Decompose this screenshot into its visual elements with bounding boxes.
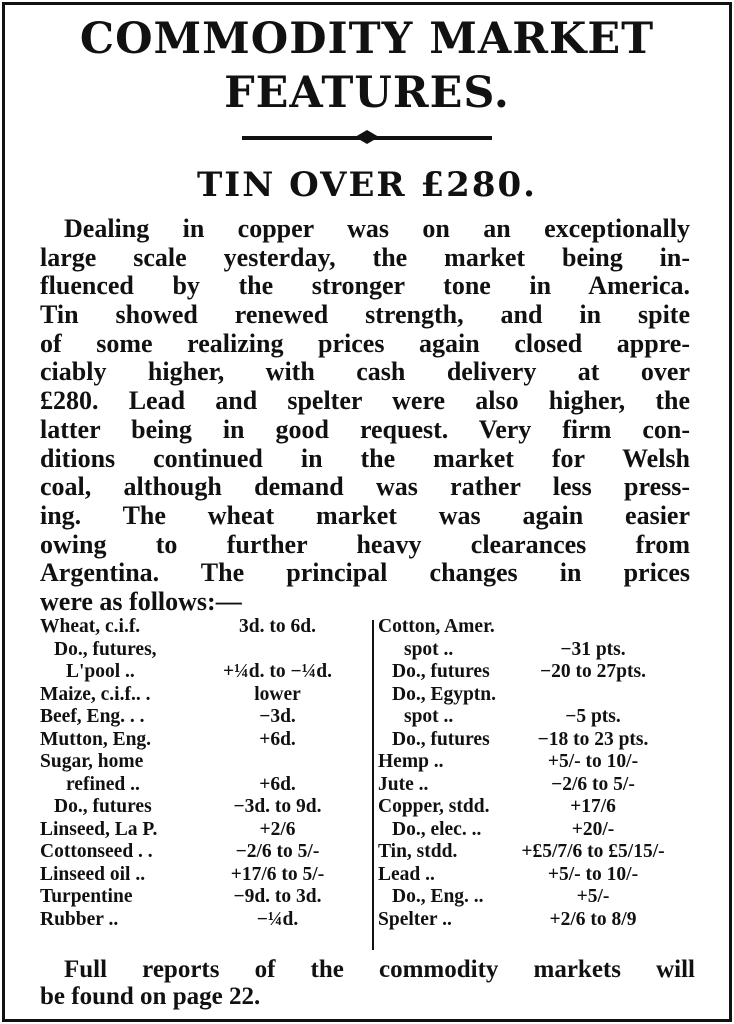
commodity-name: Do., futures	[54, 796, 152, 817]
table-row	[40, 616, 365, 639]
footer-note	[40, 956, 695, 1010]
commodity-name: L'pool ..	[66, 661, 135, 682]
article-line: fluenced by the stronger tone in America.	[40, 272, 690, 301]
price-change: 3d. to 6d.	[239, 616, 316, 637]
price-change: −20 to 27pts.	[540, 661, 646, 682]
table-row	[378, 841, 713, 864]
table-row	[40, 841, 365, 864]
price-change: −3d.	[259, 706, 296, 727]
article-line: ing. The wheat market was again easier	[40, 501, 690, 530]
price-table-right	[378, 616, 713, 931]
table-row	[378, 684, 713, 707]
commodity-name: Wheat, c.i.f.	[40, 616, 141, 637]
price-change: −31 pts.	[560, 638, 626, 660]
article-line: ditions continued in the market for Welsh	[40, 444, 690, 473]
article-line: Dealing in copper was on an exceptionally	[64, 215, 690, 243]
table-row	[40, 819, 365, 842]
table-row	[40, 796, 365, 819]
table-row	[40, 639, 365, 662]
table-row	[40, 909, 365, 932]
price-change: +17/6 to 5/-	[230, 863, 325, 885]
article-line: Tin showed renewed strength, and in spite	[40, 301, 690, 330]
price-change: −2/6 to 5/-	[551, 773, 635, 795]
article-line: Argentina. The principal changes in prices	[40, 559, 690, 588]
table-row	[378, 751, 713, 774]
price-change: +5/- to 10/-	[547, 751, 639, 772]
price-change: +5/- to 10/-	[547, 863, 639, 885]
commodity-name: Cottonseed . .	[40, 841, 153, 862]
commodity-name: Linseed, La P.	[40, 818, 158, 840]
table-row	[40, 729, 365, 752]
commodity-name: Do., futures	[392, 661, 490, 682]
commodity-name: Rubber ..	[40, 908, 119, 930]
article-line: ciably higher, with cash delivery at over	[40, 358, 690, 387]
article-line: were as follows:—	[40, 587, 242, 616]
article-line: coal, although demand was rather less press-	[40, 473, 690, 502]
price-change: +20/-	[571, 818, 615, 840]
commodity-name: refined ..	[66, 773, 140, 795]
commodity-name: Hemp ..	[378, 751, 444, 772]
commodity-name: Maize, c.i.f.. .	[40, 683, 151, 705]
table-row	[378, 661, 713, 684]
article-line: of some realizing prices again closed appre-	[40, 329, 690, 358]
commodity-name: Mutton, Eng.	[40, 728, 152, 750]
commodity-name: Lead ..	[378, 863, 435, 885]
article-line: latter being in good request. Very firm con-	[40, 415, 690, 444]
price-change: +17/6	[570, 796, 616, 817]
article-line: owing to further heavy clearances from	[40, 530, 690, 559]
price-change: −¼d.	[256, 908, 299, 930]
commodity-name: Sugar, home	[40, 751, 144, 772]
table-row	[378, 864, 713, 887]
table-row	[40, 864, 365, 887]
column-divider	[372, 620, 374, 950]
price-change: +2/6 to 8/9	[549, 908, 637, 930]
price-change: +¼d. to −¼d.	[223, 661, 332, 682]
commodity-name: Beef, Eng. . .	[40, 706, 145, 727]
table-row	[378, 819, 713, 842]
price-change: +6d.	[259, 773, 296, 795]
commodity-name: spot ..	[404, 638, 454, 660]
commodity-name: Spelter ..	[378, 908, 452, 930]
table-row	[378, 796, 713, 819]
table-row	[40, 886, 365, 909]
commodity-name: Copper, stdd.	[378, 796, 490, 817]
table-row	[40, 661, 365, 684]
price-change: −18 to 23 pts.	[537, 728, 649, 750]
headline-line-1: COMMODITY MARKET	[79, 14, 655, 64]
commodity-name: spot ..	[404, 706, 454, 727]
article-line: large scale yesterday, the market being in-	[40, 243, 690, 272]
table-row	[378, 729, 713, 752]
commodity-name: Turpentine	[40, 886, 133, 907]
commodity-name: Tin, stdd.	[378, 841, 458, 862]
article-body	[40, 215, 690, 617]
table-row	[378, 639, 713, 662]
table-row	[40, 706, 365, 729]
commodity-name: Do., Eng. ..	[392, 886, 484, 907]
commodity-name: Linseed oil ..	[40, 863, 146, 885]
commodity-name: Do., Egyptn.	[392, 683, 497, 705]
table-row	[378, 706, 713, 729]
footer-line: Full reports of the commodity markets will	[64, 956, 695, 983]
price-change: −5 pts.	[565, 706, 621, 727]
commodity-name: Do., elec. ..	[392, 818, 482, 840]
price-change: +6d.	[259, 728, 296, 750]
commodity-name: Do., futures	[392, 728, 490, 750]
table-row	[378, 886, 713, 909]
article-line: £280. Lead and spelter were also higher, the	[40, 387, 690, 416]
table-row	[378, 616, 713, 639]
price-change: +£5/7/6 to £5/15/-	[521, 841, 665, 862]
table-row	[40, 774, 365, 797]
price-change: lower	[254, 683, 301, 705]
commodity-name: Cotton, Amer.	[378, 616, 495, 637]
table-row	[40, 751, 365, 774]
price-change: +5/-	[576, 886, 610, 907]
headline-line-2: FEATURES.	[224, 68, 510, 118]
price-change: +2/6	[259, 818, 296, 840]
table-row	[378, 774, 713, 797]
footer-line: be found on page 22.	[40, 983, 261, 1010]
subheading: TIN OVER £280.	[197, 165, 537, 205]
price-change: −3d. to 9d.	[233, 796, 322, 817]
table-row	[40, 684, 365, 707]
price-change: −9d. to 3d.	[233, 886, 322, 907]
table-row	[378, 909, 713, 932]
commodity-name: Do., futures,	[54, 638, 157, 660]
commodity-name: Jute ..	[378, 773, 429, 795]
price-change: −2/6 to 5/-	[235, 841, 320, 862]
price-table-left	[40, 616, 365, 931]
